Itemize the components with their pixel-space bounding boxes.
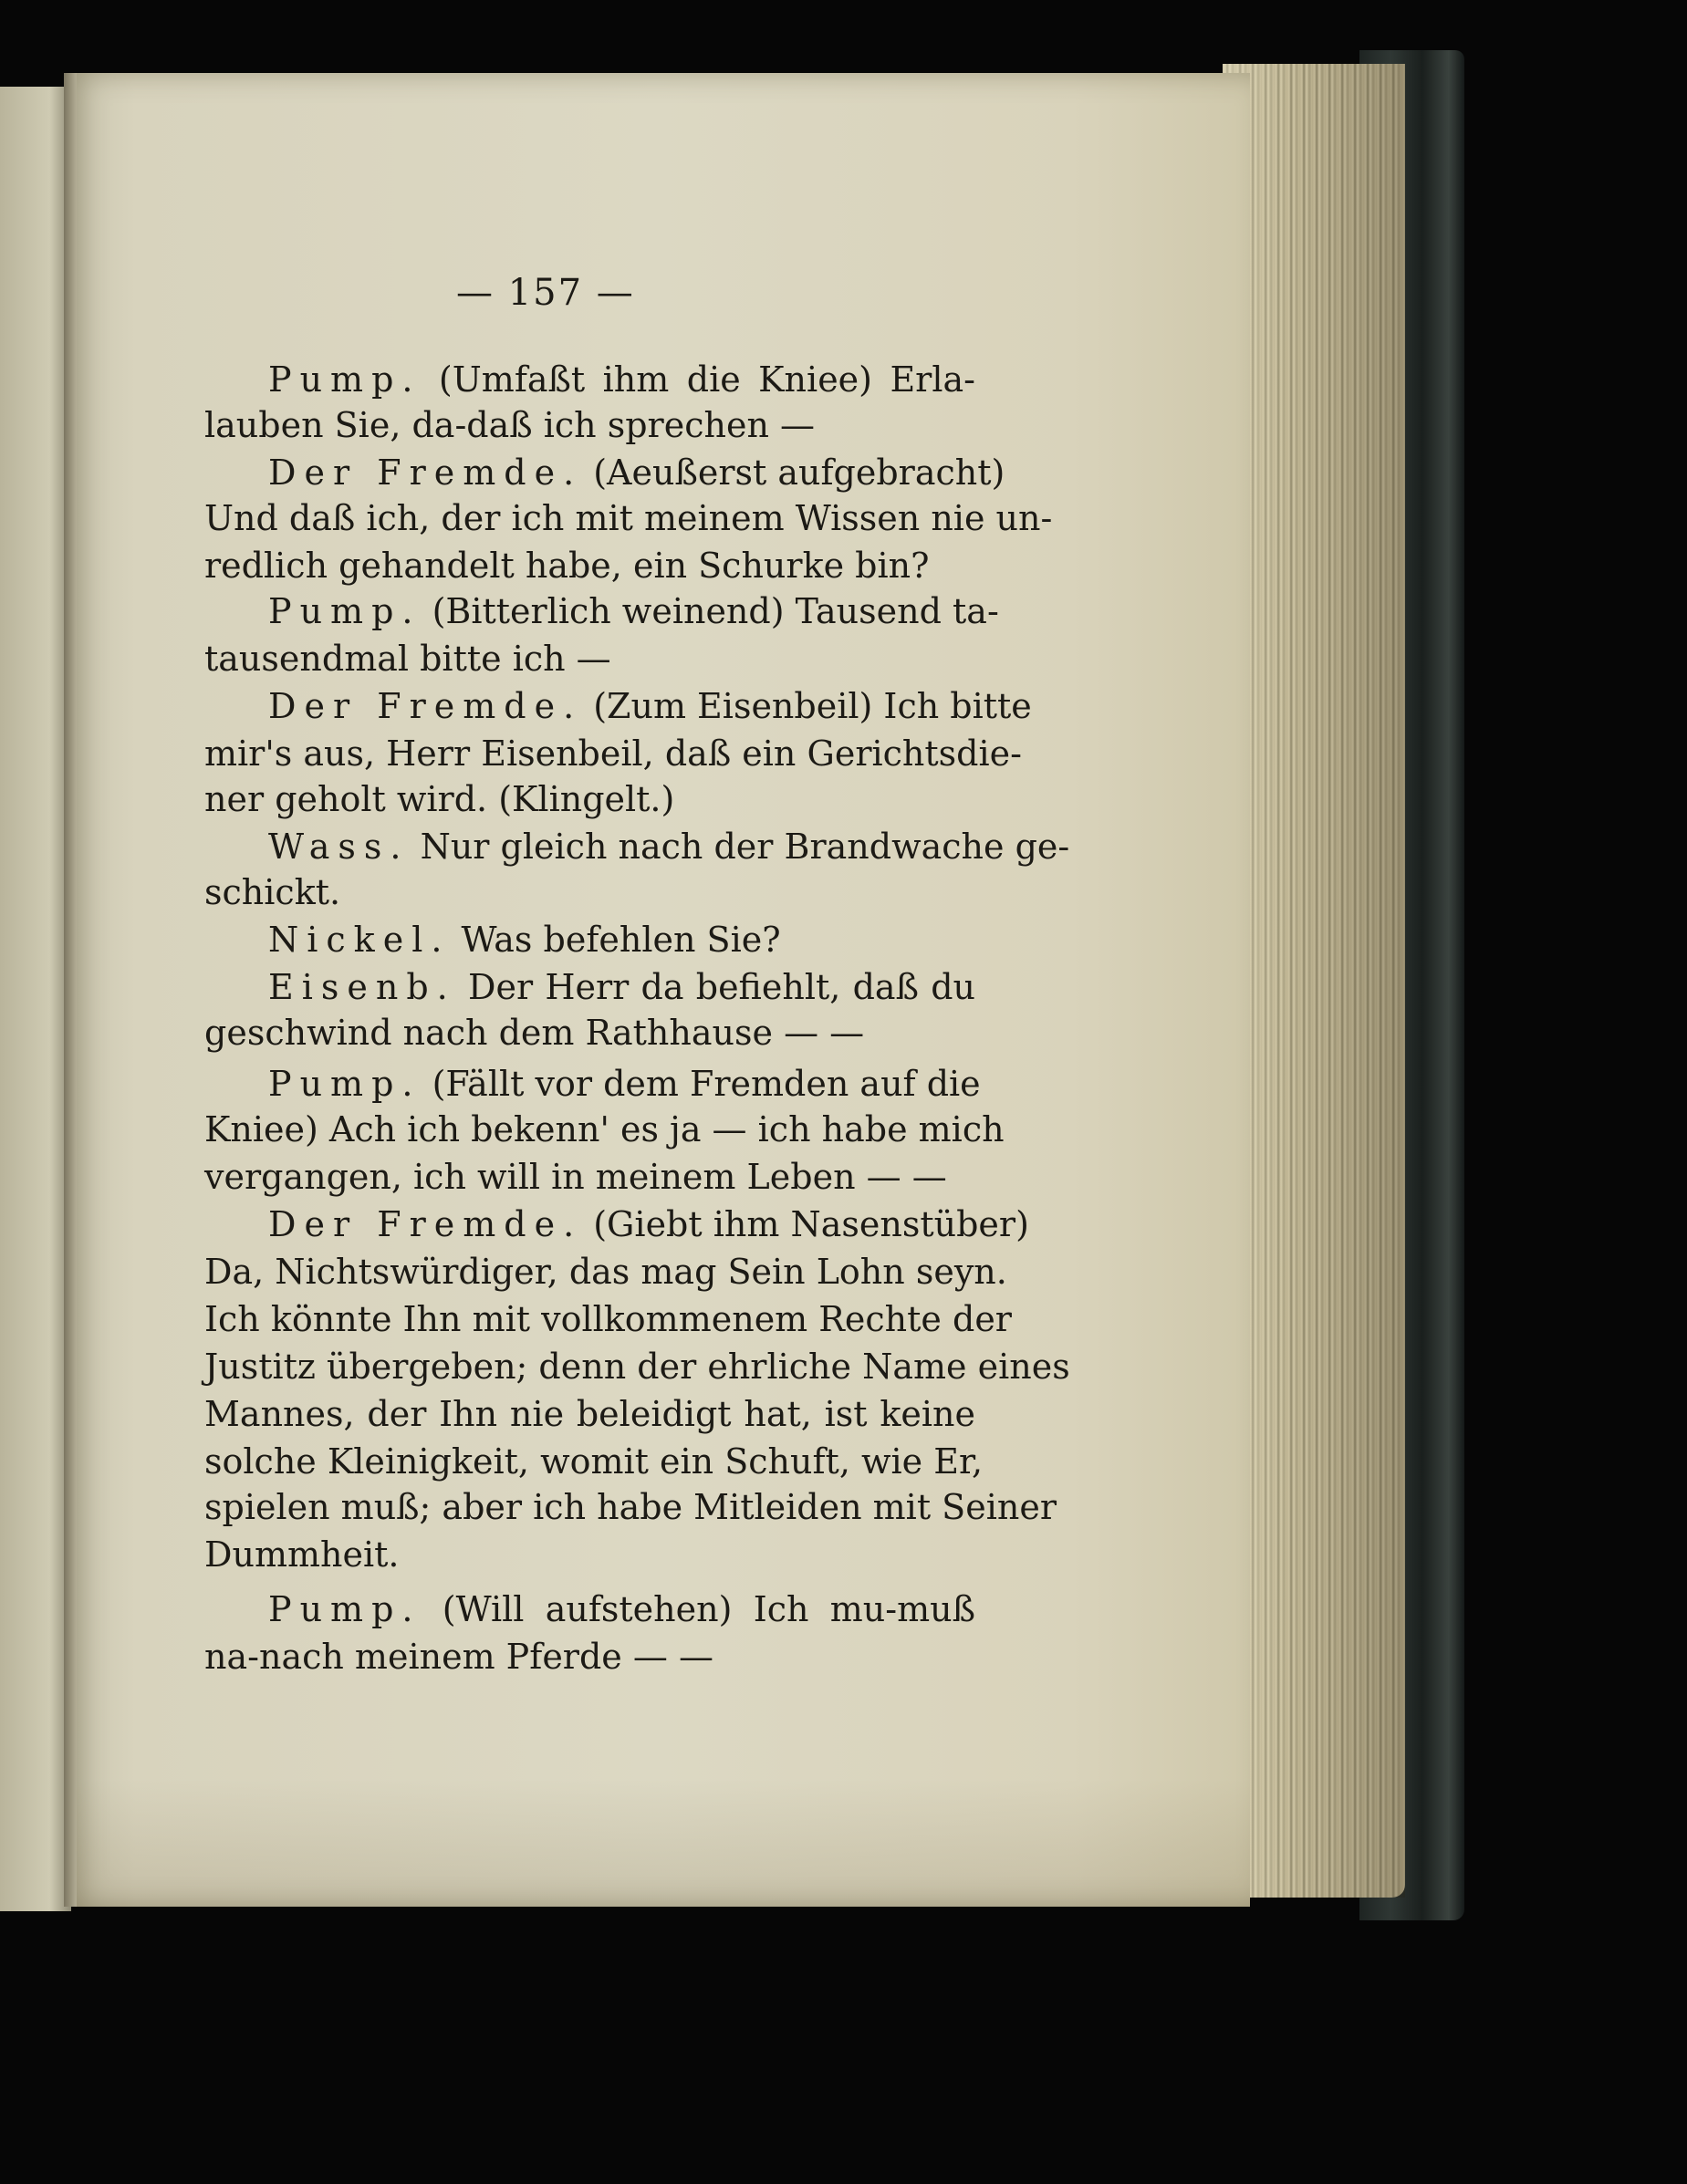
line-text: (Umfaßt ihm die Kniee) Erla- [421,359,975,400]
text-line [204,1586,975,1634]
speaker-name: Pump. [268,1064,422,1104]
page-stack-edges [1223,64,1405,1898]
line-text: Der Herr da befiehlt, daß du [455,967,975,1007]
text-line [204,823,1070,871]
line-text: tausendmal bitte ich — [204,639,611,679]
previous-page-edge [0,87,71,1911]
text-line [204,775,975,824]
line-text: (Giebt ihm Nasenstüber) [582,1204,1029,1244]
line-text: Justitz übergeben; denn der ehrliche Name eines [204,1347,1070,1387]
text-line [204,1295,1012,1344]
text-line [204,1009,975,1057]
line-text: solche Kleinigkeit, womit ein Schuft, wie Er, [204,1441,984,1482]
line-text: (Zum Eisenbeil) Ich bitte [582,686,1032,726]
text-line [204,542,975,590]
text-line [204,682,1032,731]
text-line [204,1531,975,1579]
line-text: Dummheit. [204,1534,400,1575]
page-gutter [64,73,77,1907]
text-line [204,635,975,683]
line-text: Und daß ich, der ich mit meinem Wissen nie un- [204,498,1053,538]
line-text: (Aeußerst aufgebracht) [582,452,1005,493]
line-text: redlich gehandelt habe, ein Schurke bin? [204,546,930,586]
text-line [204,1201,1029,1249]
text-line [204,356,975,404]
text-line [204,401,975,450]
line-text: (Bitterlich weinend) Tausend ta- [421,591,999,631]
speaker-name: Pump. [268,359,422,400]
text-line [204,494,1053,543]
text-line [204,1390,975,1439]
speaker-name: Der Fremde. [268,452,583,493]
line-text: Da, Nichtswürdiger, das mag Sein Lohn seyn. [204,1252,1007,1292]
text-line [204,1438,984,1486]
line-text: Kniee) Ach ich bekenn' es ja — ich habe mich [204,1109,1005,1149]
line-text: schickt. [204,872,341,912]
speaker-name: Eisenb. [268,967,456,1007]
line-text: Mannes, der Ihn nie beleidigt hat, ist keine [204,1394,975,1434]
line-text: na-nach meinem Pferde — — [204,1637,713,1677]
line-text: ner geholt wird. (Klingelt.) [204,779,675,819]
line-text: geschwind nach dem Rathhause — — [204,1013,865,1053]
line-text: (Fällt vor dem Fremden auf die [421,1064,981,1104]
text-line [204,730,1022,778]
text-line [204,1343,1070,1391]
line-text: mir's aus, Herr Eisenbeil, daß ein Gerichtsdie- [204,733,1022,774]
speaker-name: Der Fremde. [268,686,583,726]
line-text: Was befehlen Sie? [450,920,781,960]
line-text: (Will aufstehen) Ich mu-muß [421,1589,975,1629]
page-number: — 157 — [456,272,635,314]
line-text: Ich könnte Ihn mit vollkommenem Rechte der [204,1299,1012,1339]
text-line [204,868,975,917]
text-line [204,1060,981,1108]
text-line [204,963,975,1012]
line-text: Nur gleich nach der Brandwache ge- [409,827,1070,867]
speaker-name: Wass. [268,827,410,867]
line-text: lauben Sie, da-daß ich sprechen — [204,405,816,445]
speaker-name: Der Fremde. [268,1204,583,1244]
speaker-name: Nickel. [268,920,451,960]
speaker-name: Pump. [268,591,422,631]
text-line [204,916,975,964]
text-line [204,1248,1007,1296]
line-text: vergangen, ich will in meinem Leben — — [204,1157,947,1197]
text-line [204,1153,975,1201]
line-text: spielen muß; aber ich habe Mitleiden mit Seiner [204,1487,1057,1527]
text-line [204,1483,1057,1532]
text-line [204,1633,975,1681]
speaker-name: Pump. [268,1589,422,1629]
text-line [204,588,999,636]
text-line [204,1106,1005,1154]
text-line [204,449,1005,497]
